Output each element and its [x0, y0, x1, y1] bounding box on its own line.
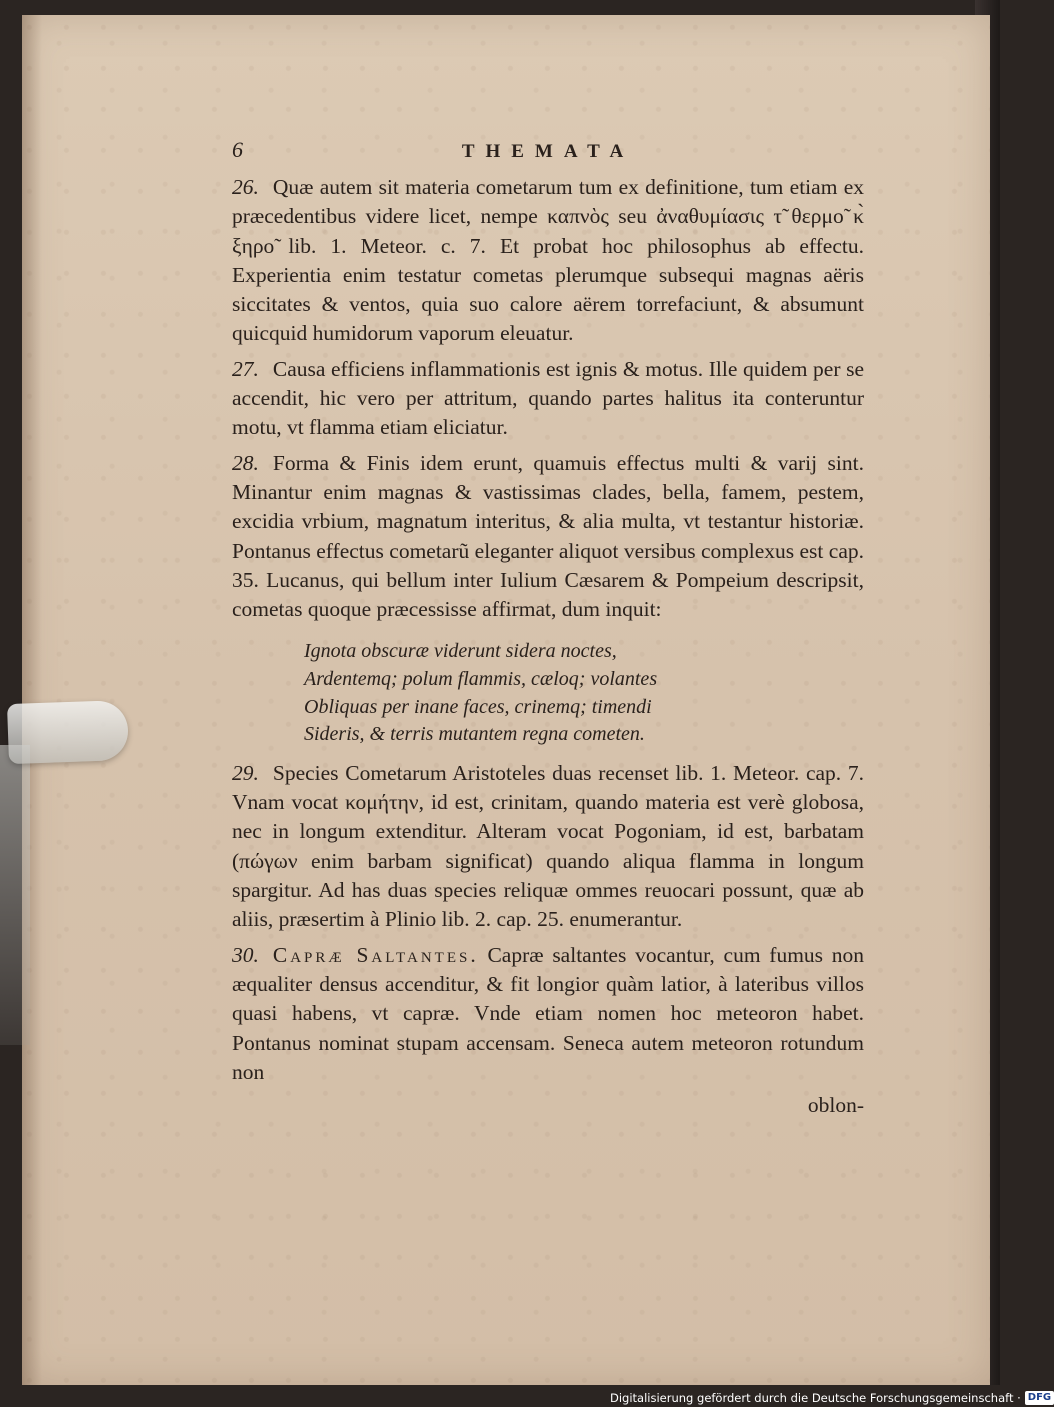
verse-line: Ignota obscuræ viderunt sidera noctes, [304, 640, 617, 663]
thesis-28 [232, 449, 864, 625]
thesis-text: Species Cometarum Aristoteles duas recenset lib. 1. Meteor. cap. 7. Vnam vocat κομήτην, id est, crinitam, quando materia est verè globosa, nec in longum extenditur. Alteram vocat Pogoniam, id est, barbatam (πώγων enim barbam significat) quando aliqua flamma in longum spargitur. Ad has duas species reliquæ ommes reuocari possunt, quæ ab aliis, præsertim à Plinio lib. 2. cap. 25. enumerantur. [232, 760, 864, 932]
page-number: 6 [232, 137, 243, 162]
thesis-number: 26. [232, 175, 259, 199]
verse-line: Obliquas per inane faces, crinemq; timendi [304, 695, 652, 718]
verse-line: Ardentemq; polum flammis, cæloq; volantes [304, 668, 658, 691]
thesis-text: Causa efficiens inflammationis est ignis & motus. Ille quidem per se accendit, hic vero per attritum, quando partes halitus ita conteruntur motu, vt flamma etiam eliciatur. [232, 356, 864, 440]
thesis-number: 27. [232, 356, 259, 381]
thesis-number: 29. [232, 760, 259, 785]
thesis-26 [232, 173, 864, 349]
digitization-credit [610, 1388, 1052, 1407]
section-caption: Capræ Saltantes. [272, 942, 479, 967]
thesis-text: Capræ saltantes vocantur, cum fumus non æqualiter densus accenditur, & fit longior quàm latior, à lateribus villos quasi habens, vt capræ. Vnde etiam nomen hoc meteoron habet. Pontanus nominat stupam accensam. Seneca autem meteoron rotundum non [232, 942, 865, 1084]
verse-quote [304, 638, 864, 748]
dfg-logo-icon: DFG [1025, 1391, 1054, 1405]
thesis-number: 28. [232, 450, 259, 475]
page-text [232, 135, 864, 1120]
verse-line: Sideris, & terris mutantem regna cometen. [304, 723, 645, 746]
credit-text: Digitalisierung gefördert durch die Deutsche Forschungsgemeinschaft · [610, 1390, 1021, 1405]
clip-shadow [0, 745, 30, 1045]
thesis-text: Quæ autem sit materia cometarum tum ex definitione, tum etiam ex præcedentibus videre licet, nempe καπνὸς seu ἀναθυμίασις τ̃ θερμο̃ κ̀ ξηρο̃ lib. 1. Meteor. c. 7. Et probat hoc philosophus ab effectu. Experientia enim testatur cometas plerumque subsequi magnas aëris siccitates & ventos, quia suo calore aërem torrefaciunt, & absumunt quicquid humidorum vaporum eleuatur. [232, 175, 864, 346]
thesis-27 [232, 355, 864, 443]
page-clip [7, 700, 129, 764]
catchword: oblon- [807, 1093, 864, 1118]
thesis-number: 30. [232, 942, 259, 967]
page-gutter-shadow [22, 15, 42, 1385]
thesis-29 [232, 759, 864, 935]
running-header [232, 135, 864, 173]
running-title: THEMATA [461, 141, 635, 162]
thesis-text: Forma & Finis idem erunt, quamuis effectus multi & varij sint. Minantur enim magnas & vastissimas clades, bella, famem, pestem, excidia vrbium, magnatum interitus, & alia multa, vt testantur historiæ. Pontanus effectus cometarũ eleganter aliquot versibus complexus est cap. 35. Lucanus, qui bellum inter Iulium Cæsarem & Pompeium descripsit, cometas quoque præcessisse affirmat, dum inquit: [232, 450, 864, 622]
thesis-30 [232, 941, 864, 1087]
